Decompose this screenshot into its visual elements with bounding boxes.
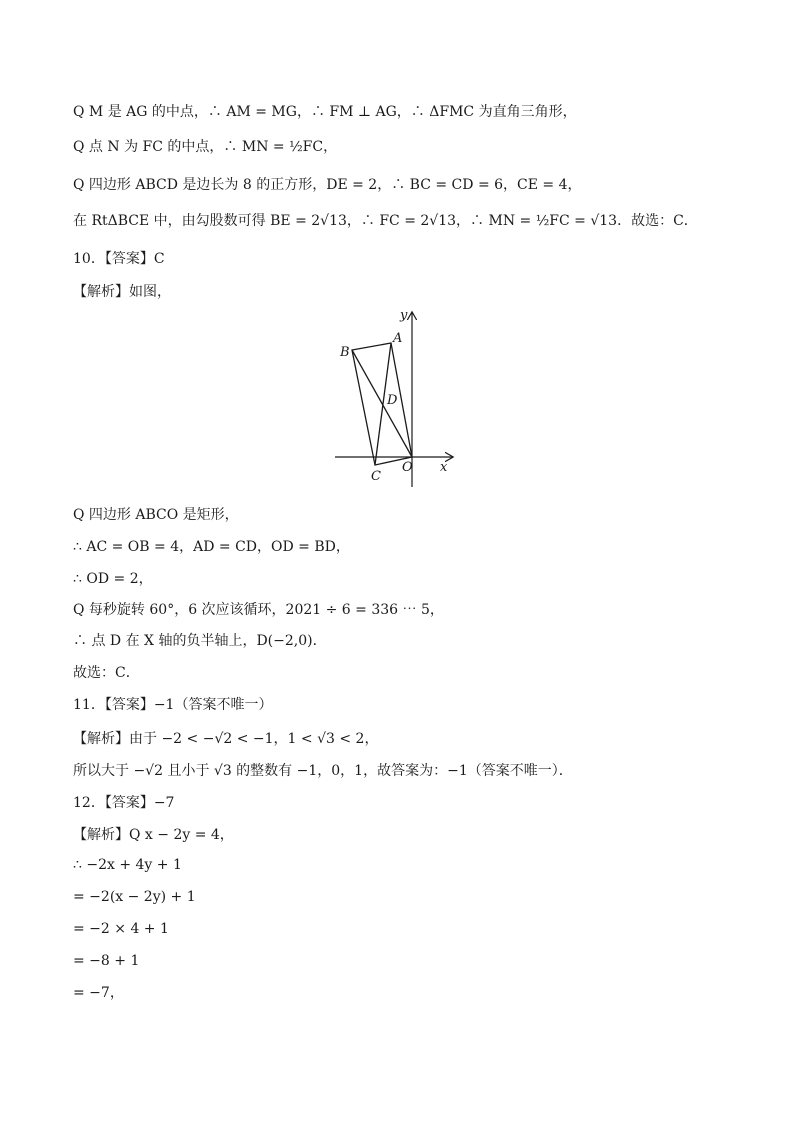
label-a: A [393, 331, 403, 346]
text-line-3: Q 四边形 ABCD 是边长为 8 的正方形，DE = 2，∴ BC = CD = 6，CE = 4， [73, 177, 582, 193]
coordinate-diagram [330, 305, 460, 490]
analysis-12: 【解析】Q x − 2y = 4， [73, 827, 234, 843]
label-x: x [440, 460, 448, 475]
text-line-10: Q 每秒旋转 60°，6 次应该循环，2021 ÷ 6 = 336 ⋯ 5， [73, 602, 444, 618]
text-line-2: Q 点 N 为 FC 的中点，∴ MN = ½FC， [73, 139, 338, 155]
diagonal-bo [352, 350, 412, 457]
label-b: B [340, 345, 350, 360]
diagram-svg [330, 305, 460, 490]
text-line-11: ∴ 点 D 在 X 轴的负半轴上，D(−2,0)． [73, 633, 327, 649]
text-line-8: ∴ AC = OB = 4，AD = CD，OD = BD， [73, 539, 350, 555]
text-line-9: ∴ OD = 2， [73, 571, 153, 587]
text-line-7: Q 四边形 ABCO 是矩形， [73, 507, 239, 523]
analysis-11: 【解析】由于 −2 < −√2 < −1，1 < √3 < 2， [73, 731, 379, 747]
text-line-18: ∴ −2x + 4y + 1 [73, 857, 182, 873]
text-line-12: 故选：C． [73, 665, 140, 681]
text-line-1: Q M 是 AG 的中点，∴ AM = MG，∴ FM ⊥ AG，∴ ΔFMC 为直角三角形， [73, 104, 577, 120]
label-c: C [371, 469, 381, 484]
label-d: D [387, 393, 398, 408]
text-line-4: 在 RtΔBCE 中，由勾股数可得 BE = 2√13，∴ FC = 2√13，∴ MN = ½FC = √13．故选：C． [73, 213, 698, 229]
text-line-19: = −2(x − 2y) + 1 [73, 889, 196, 905]
label-y: y [400, 308, 408, 323]
text-line-21: = −8 + 1 [73, 953, 140, 969]
analysis-10-intro: 【解析】如图， [73, 284, 171, 300]
text-line-22: = −7， [73, 985, 124, 1001]
text-line-20: = −2 × 4 + 1 [73, 921, 169, 937]
answer-11: 11．【答案】−1（答案不唯一） [73, 697, 273, 713]
text-line-15: 所以大于 −√2 且小于 √3 的整数有 −1，0，1，故答案为：−1（答案不唯一）． [73, 763, 573, 779]
label-o: O [402, 460, 413, 475]
answer-12: 12．【答案】−7 [73, 795, 175, 811]
answer-10: 10．【答案】C [73, 251, 165, 267]
